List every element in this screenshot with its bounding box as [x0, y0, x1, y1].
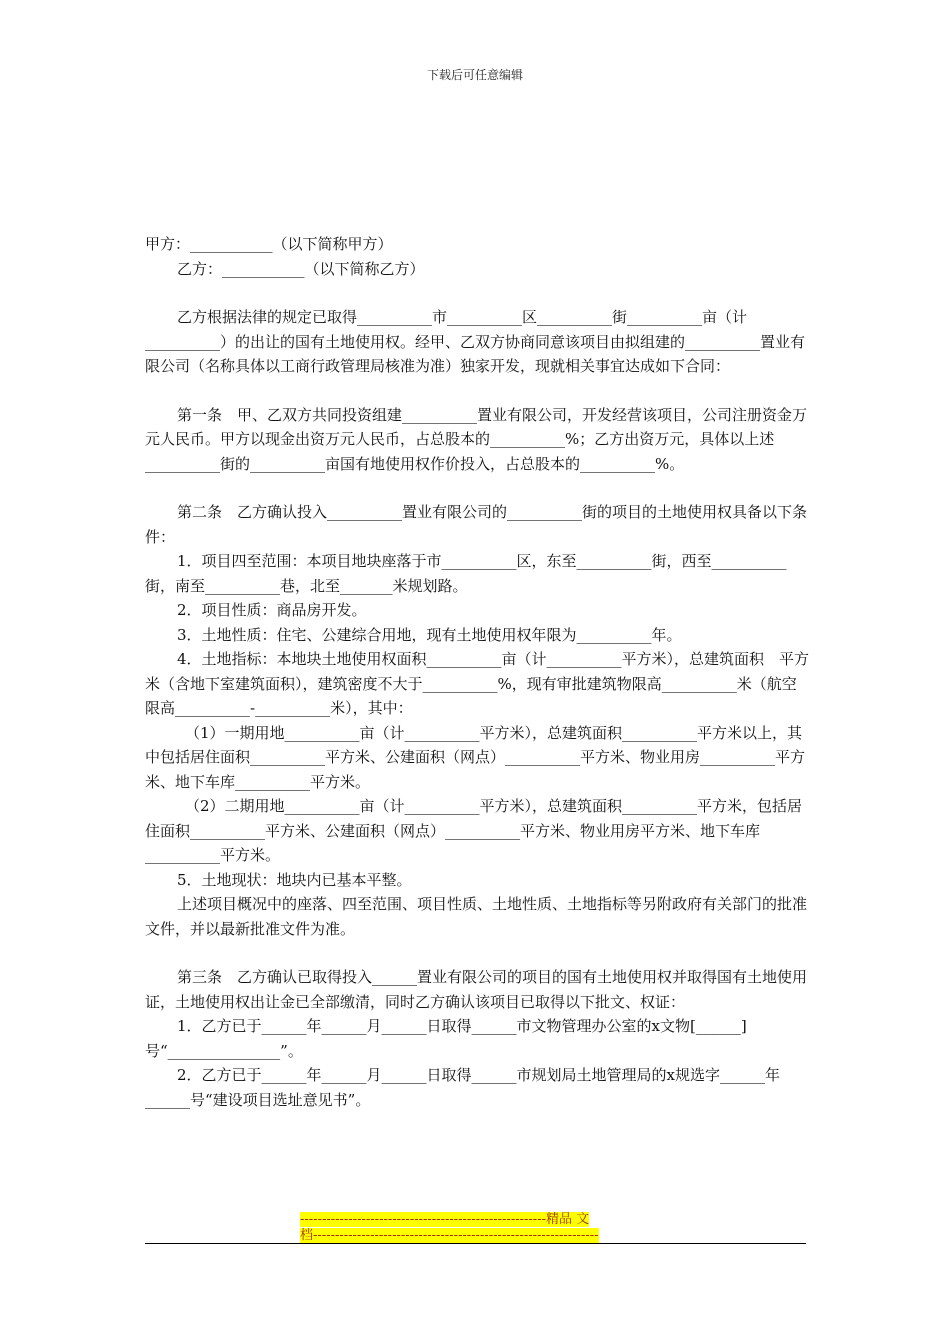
article-2-item-1: 1．项目四至范围：本项目地块座落于市__________区，东至__________街，西至__________街，南至__________巷，北至_______米规划路。: [145, 552, 787, 595]
party-b-line: 乙方：___________（以下简称乙方）: [177, 259, 425, 278]
article-2-intro: 第二条 乙方确认投入__________置业有限公司的__________街的项目的土地使用权具备以下条件：: [145, 503, 808, 546]
preamble-paragraph: 乙方根据法律的规定已取得__________市__________区__________街__________亩（计__________）的出让的国有土地使用权。经甲、乙双方协商同意该项目由拟组建的__________置业有限公司（名称具体以工商行政管理局核准为准）独家开发，现就相关事宜达成如下合同：: [145, 308, 806, 375]
contract-body: [145, 232, 810, 1112]
party-a-line: 甲方：___________（以下简称甲方）: [145, 235, 393, 253]
header-note: 下载后可任意编辑: [426, 68, 523, 82]
article-2-item-2: 2．项目性质：商品房开发。: [177, 601, 367, 619]
footer-banner-line-1: [300, 1212, 650, 1228]
footer-banner-text-1: --------------------------------------------------------精品 文: [300, 1212, 590, 1227]
article-2-phase-1: （1）一期用地__________亩（计__________平方米），总建筑面积__________平方米以上，其中包括居住面积__________平方米、公建面积（网点）__________平方米、物业用房__________平方米、地下车库__________平方米。: [145, 723, 806, 791]
article-2-phase-2: （2）二期用地__________亩（计__________平方米），总建筑面积__________平方米，包括居住面积__________平方米、公建面积（网点）__________平方米、物业用房平方米、地下车库__________平方米。: [145, 797, 803, 864]
article-2-note: 上述项目概况中的座落、四至范围、项目性质、土地性质、土地指标等另附政府有关部门的批准文件，并以最新批准文件为准。: [145, 895, 808, 938]
article-3-item-2: 2．乙方已于______年______月______日取得______市规划局土地管理局的x规选字______年______号“建设项目选址意见书”。: [145, 1066, 781, 1109]
article-3-item-1: 1．乙方已于______年______月______日取得______市文物管理办公室的x文物[______] 号“_______________”。: [145, 1017, 752, 1060]
article-2-item-5: 5．土地现状：地块内已基本平整。: [177, 870, 412, 889]
article-2-item-4: 4．土地指标：本地块土地使用权面积__________亩（计__________平方米），总建筑面积 平方米（含地下室建筑面积），建筑密度不大于__________%，现有审批建筑物限高__________米（航空限高__________-__________米），其中：: [145, 650, 810, 717]
footer-divider: [145, 1243, 806, 1244]
footer-banner-line-2: [300, 1228, 650, 1244]
article-1-paragraph: 第一条 甲、乙双方共同投资组建__________置业有限公司，开发经营该项目，公司注册资金万元人民币。甲方以现金出资万元人民币，占总股本的__________%；乙方出资万元，具体以上述__________街的__________亩国有地使用权作价投入，占总股本的__________%。: [145, 405, 808, 473]
article-3-intro: 第三条 乙方确认已取得投入______置业有限公司的项目的国有土地使用权并取得国有土地使用证，土地使用权出让金已全部缴清，同时乙方确认该项目已取得以下批文、权证：: [145, 968, 808, 1011]
footer-banner-text-2: 档-----------------------------------------------------------------: [300, 1228, 599, 1243]
article-2-item-3: 3．土地性质：住宅、公建综合用地，现有土地使用权年限为__________年。: [177, 625, 682, 644]
footer-banner: [300, 1212, 650, 1244]
